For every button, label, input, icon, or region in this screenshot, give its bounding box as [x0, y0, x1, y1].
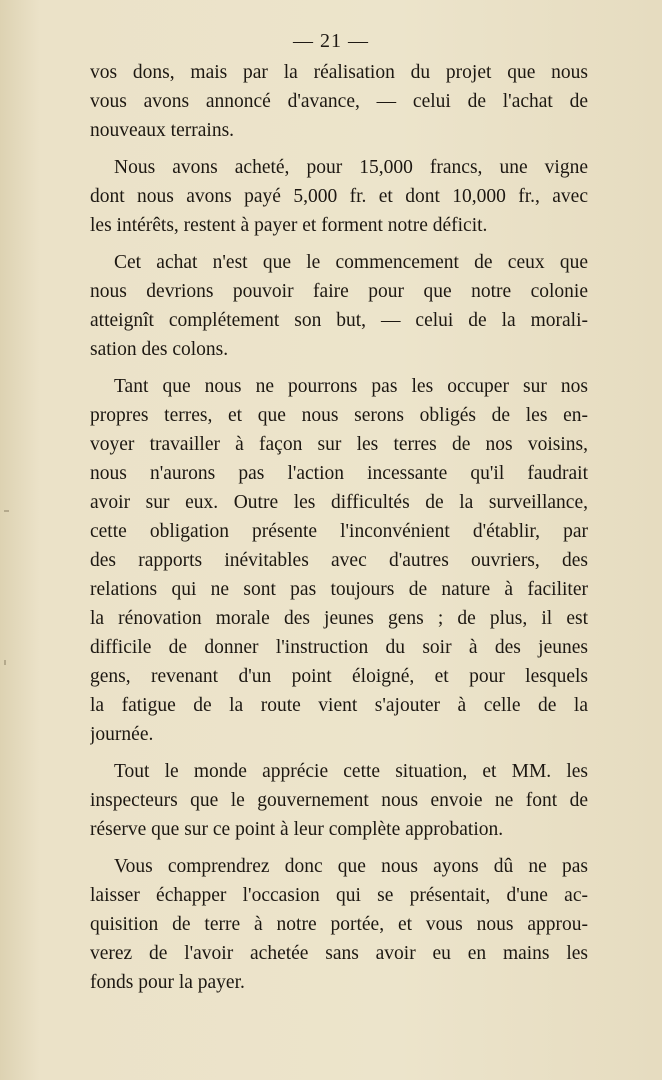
text-line: réserve que sur ce point à leur complète approbation. — [90, 819, 504, 840]
text-line: sation des colons. — [90, 339, 229, 360]
text-line: la rénovation morale des jeunes gens ; de plus, il est — [90, 608, 588, 629]
paragraph — [90, 58, 588, 145]
text-line: inspecteurs que le gouvernement nous envoie ne font de — [90, 790, 588, 811]
text-line: fonds pour la payer. — [90, 972, 245, 993]
text-line: journée. — [90, 724, 154, 745]
text-line: avoir sur eux. Outre les difficultés de la surveillance, — [90, 492, 588, 513]
text-line: nouveaux terrains. — [90, 120, 235, 141]
margin-mark — [4, 510, 9, 512]
page-number: — 21 — — [293, 30, 369, 52]
text-line: Cet achat n'est que le commencement de ceux que — [114, 252, 588, 273]
text-line: relations qui ne sont pas toujours de nature à faciliter — [90, 579, 588, 600]
text-line: vous avons annoncé d'avance, — celui de l'achat de — [90, 91, 588, 112]
paragraph — [90, 153, 588, 240]
text-line: nous devrions pouvoir faire pour que notre colonie — [90, 281, 588, 302]
text-line: Tant que nous ne pourrons pas les occuper sur nos — [114, 376, 588, 397]
text-line: gens, revenant d'un point éloigné, et pour lesquels — [90, 666, 588, 687]
text-line: difficile de donner l'instruction du soir à des jeunes — [90, 637, 588, 658]
text-line: la fatigue de la route vient s'ajouter à celle de la — [90, 695, 588, 716]
text-line: propres terres, et que nous serons obligés de les en- — [90, 405, 588, 426]
text-line: cette obligation présente l'inconvénient d'établir, par — [90, 521, 588, 542]
text-line: vos dons, mais par la réalisation du projet que nous — [90, 62, 588, 83]
text-line: laisser échapper l'occasion qui se présentait, d'une ac- — [90, 885, 588, 906]
text-line: Vous comprendrez donc que nous ayons dû ne pas — [114, 856, 588, 877]
text-line: verez de l'avoir achetée sans avoir eu en mains les — [90, 943, 588, 964]
text-line: nous n'aurons pas l'action incessante qu'il faudrait — [90, 463, 588, 484]
body-text — [90, 58, 588, 1005]
paragraph — [90, 372, 588, 749]
text-line: atteignît complétement son but, — celui de la morali- — [90, 310, 588, 331]
text-line: Nous avons acheté, pour 15,000 francs, une vigne — [114, 157, 588, 178]
text-line: voyer travailler à façon sur les terres de nos voisins, — [90, 434, 588, 455]
paragraph — [90, 248, 588, 364]
text-line: des rapports inévitables avec d'autres ouvriers, des — [90, 550, 588, 571]
paragraph — [90, 757, 588, 844]
text-line: Tout le monde apprécie cette situation, et MM. les — [114, 761, 588, 782]
text-line: dont nous avons payé 5,000 fr. et dont 10,000 fr., avec — [90, 186, 588, 207]
text-line: quisition de terre à notre portée, et vous nous approu- — [90, 914, 588, 935]
paragraph — [90, 852, 588, 997]
margin-mark — [4, 660, 6, 665]
text-line: les intérêts, restent à payer et forment notre déficit. — [90, 215, 488, 236]
